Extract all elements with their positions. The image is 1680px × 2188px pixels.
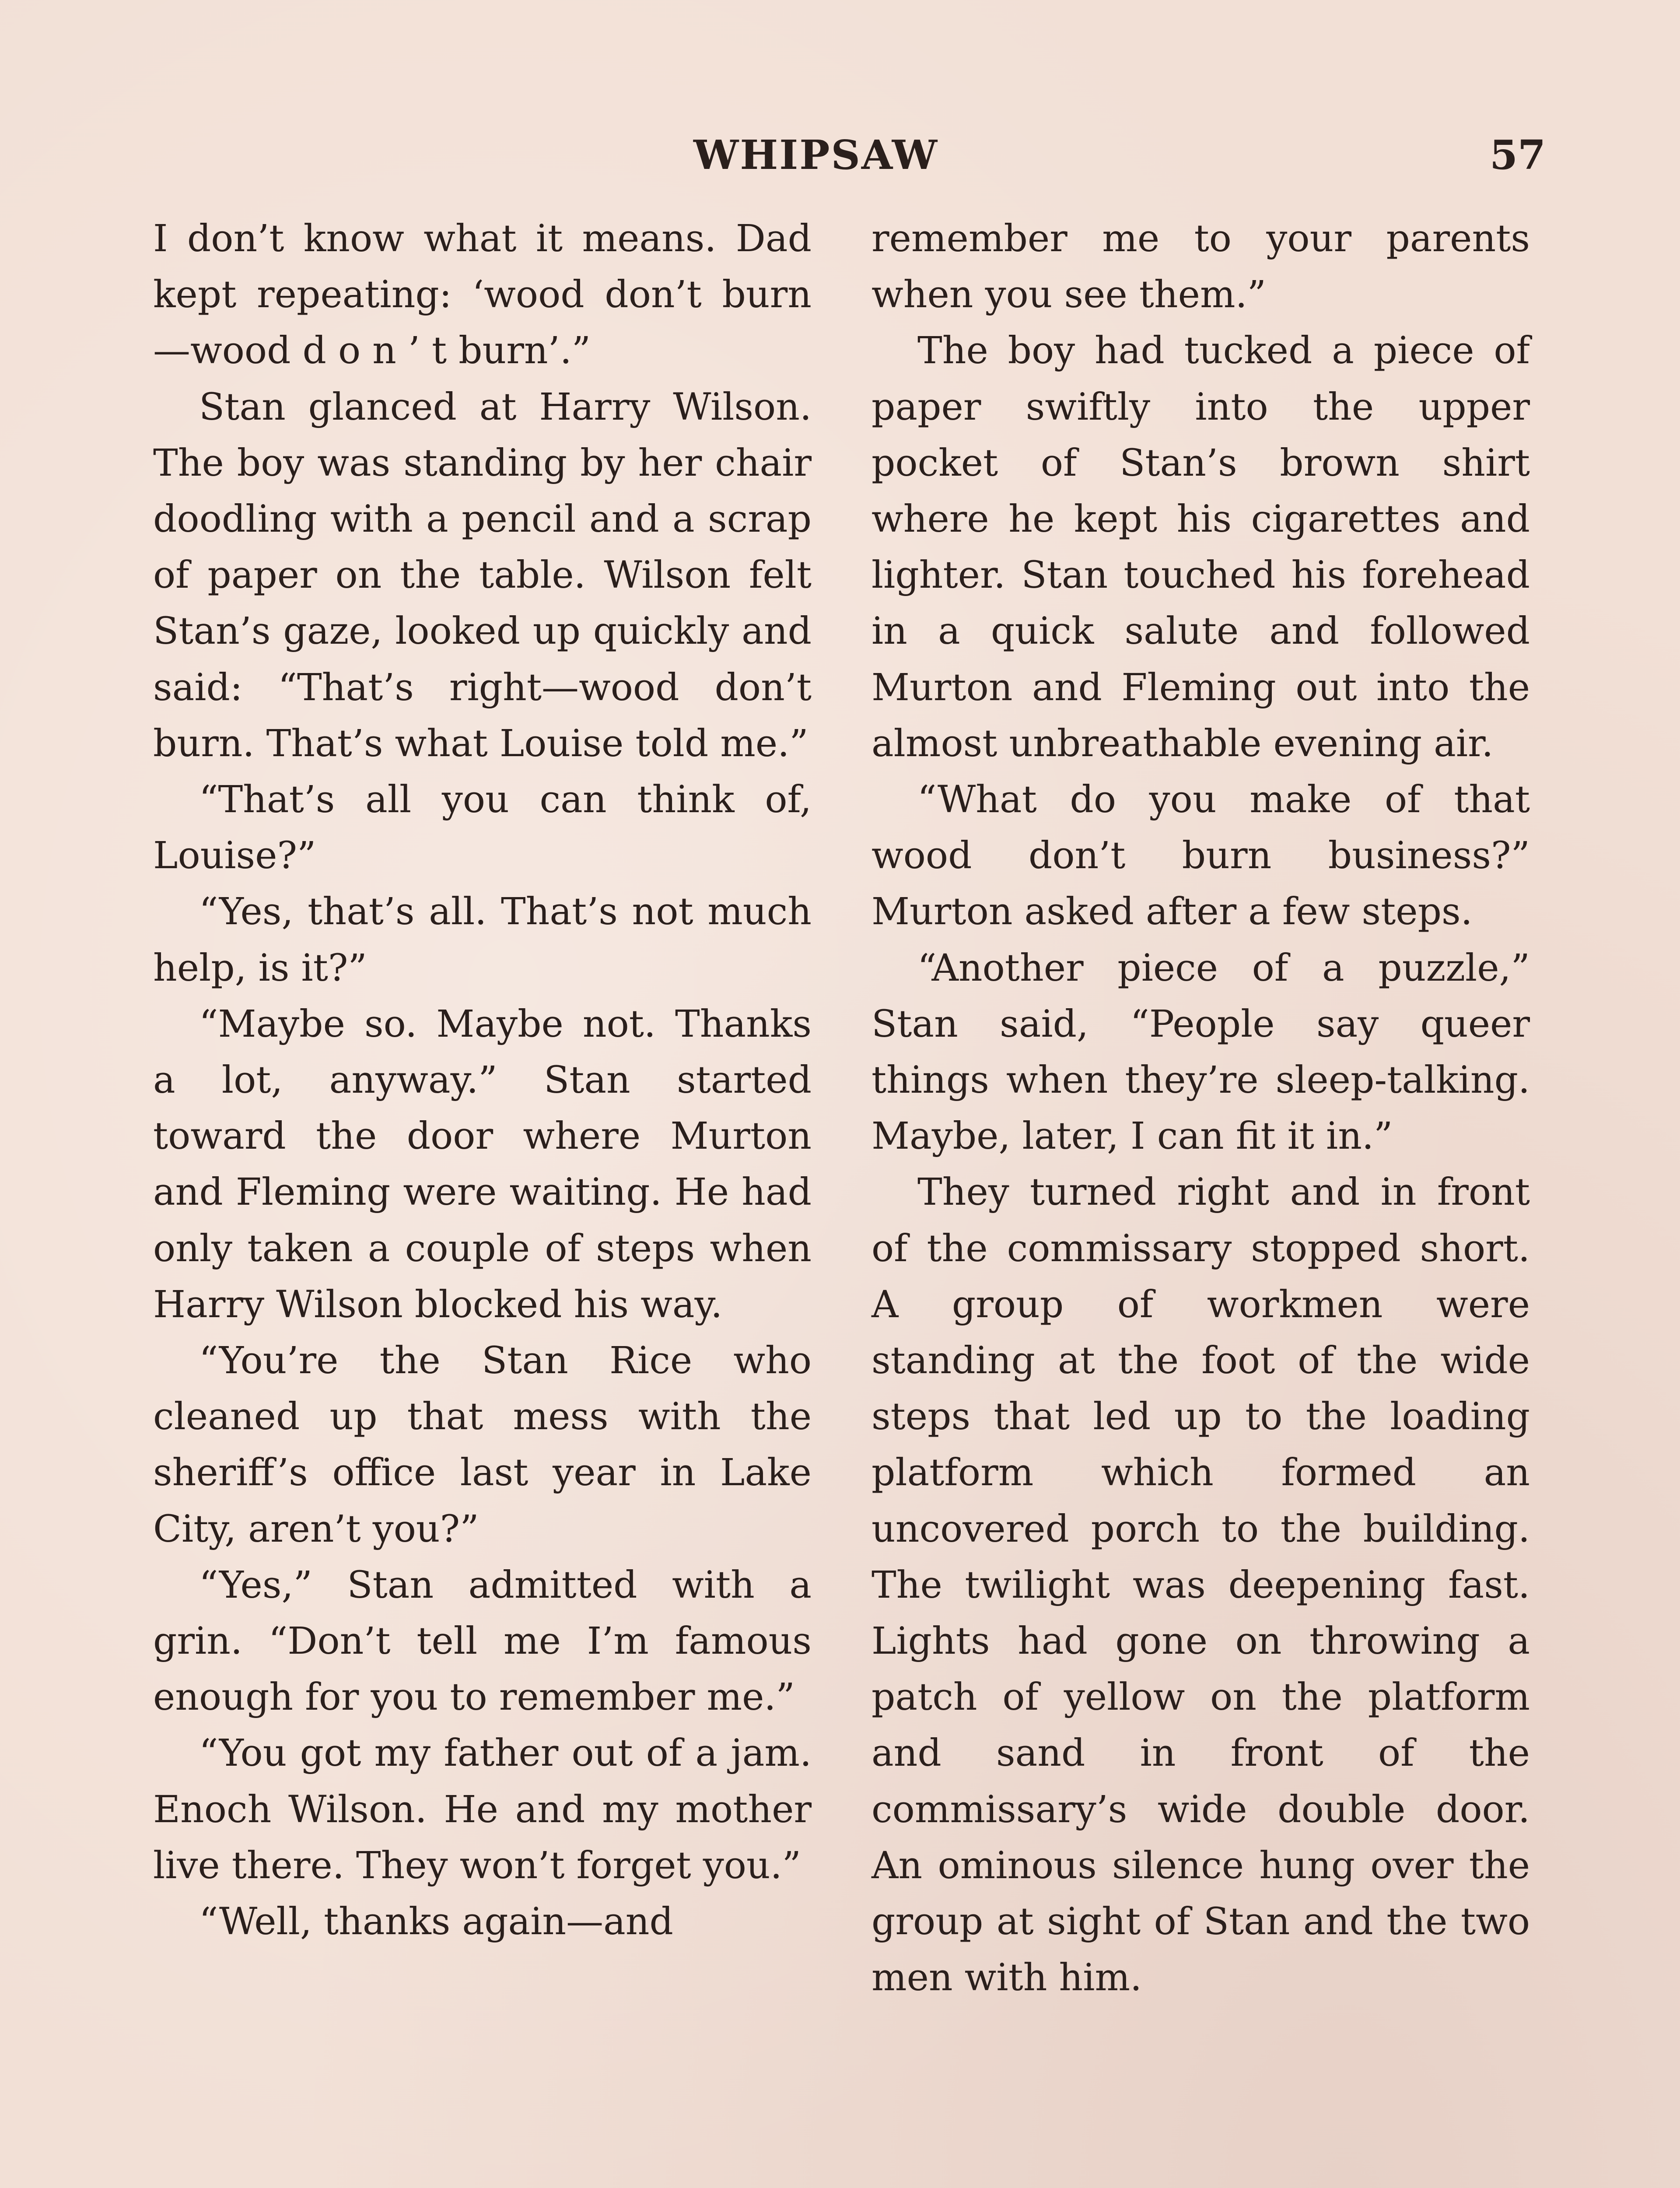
paragraph: “You got my father out of a jam. Enoch Wilson. He and my mother live there. They won’t forget you.” [153,1732,812,1887]
paragraph: remember me to your parents when you see them.” [872,217,1530,317]
paragraph: Stan glanced at Harry Wilson. The boy was standing by her chair doodling with a pencil and a scrap of paper on the table. Wilson felt Stan’s gaze, looked up quickly and said: “That’s right—wood don’t burn. That’s what Louise told me.” [153,385,812,765]
page-number: 57 [1490,131,1546,179]
right-column [872,211,1530,2006]
paragraph: “What do you make of that wood don’t burn business?” Murton asked after a few steps. [872,778,1530,934]
paragraph: The boy had tucked a piece of paper swiftly into the upper pocket of Stan’s brown shirt where he kept his cigarettes and lighter. Stan touched his forehead in a quick salute and followed Murton and Fleming out into the almost unbreathable evening air. [872,329,1530,765]
running-head [0,131,1680,184]
paragraph: “Another piece of a puzzle,” Stan said, “People say queer things when they’re sleep-talking. Maybe, later, I can fit it in.” [872,946,1530,1158]
paragraph: “That’s all you can think of, Louise?” [153,778,812,878]
running-title: WHIPSAW [693,131,939,179]
left-column [153,211,812,1950]
paragraph: “Well, thanks again—and [199,1900,673,1944]
paragraph: “You’re the Stan Rice who cleaned up that mess with the sheriff’s office last year in Lake City, aren’t you?” [153,1339,812,1551]
paragraph: “Maybe so. Maybe not. Thanks a lot, anyway.” Stan started toward the door where Murton and Fleming were waiting. He had only taken a couple of steps when Harry Wilson blocked his way. [153,1002,812,1326]
paragraph: I don’t know what it means. Dad kept repeating: ‘wood don’t burn—wood d o n ’ t burn’.” [153,217,812,373]
paragraph: “Yes,” Stan admitted with a grin. “Don’t tell me I’m famous enough for you to remember me.” [153,1563,812,1719]
paragraph: They turned right and in front of the commissary stopped short. A group of workmen were standing at the foot of the wide steps that led up to the loading platform which formed an uncovered porch to the building. The twilight was deepening fast. Lights had gone on throwing a patch of yellow on the platform and sand in front of the commissary’s wide double door. An ominous silence hung over the group at sight of Stan and the two men with him. [872,1171,1530,2000]
paragraph: “Yes, that’s all. That’s not much help, is it?” [153,890,812,990]
